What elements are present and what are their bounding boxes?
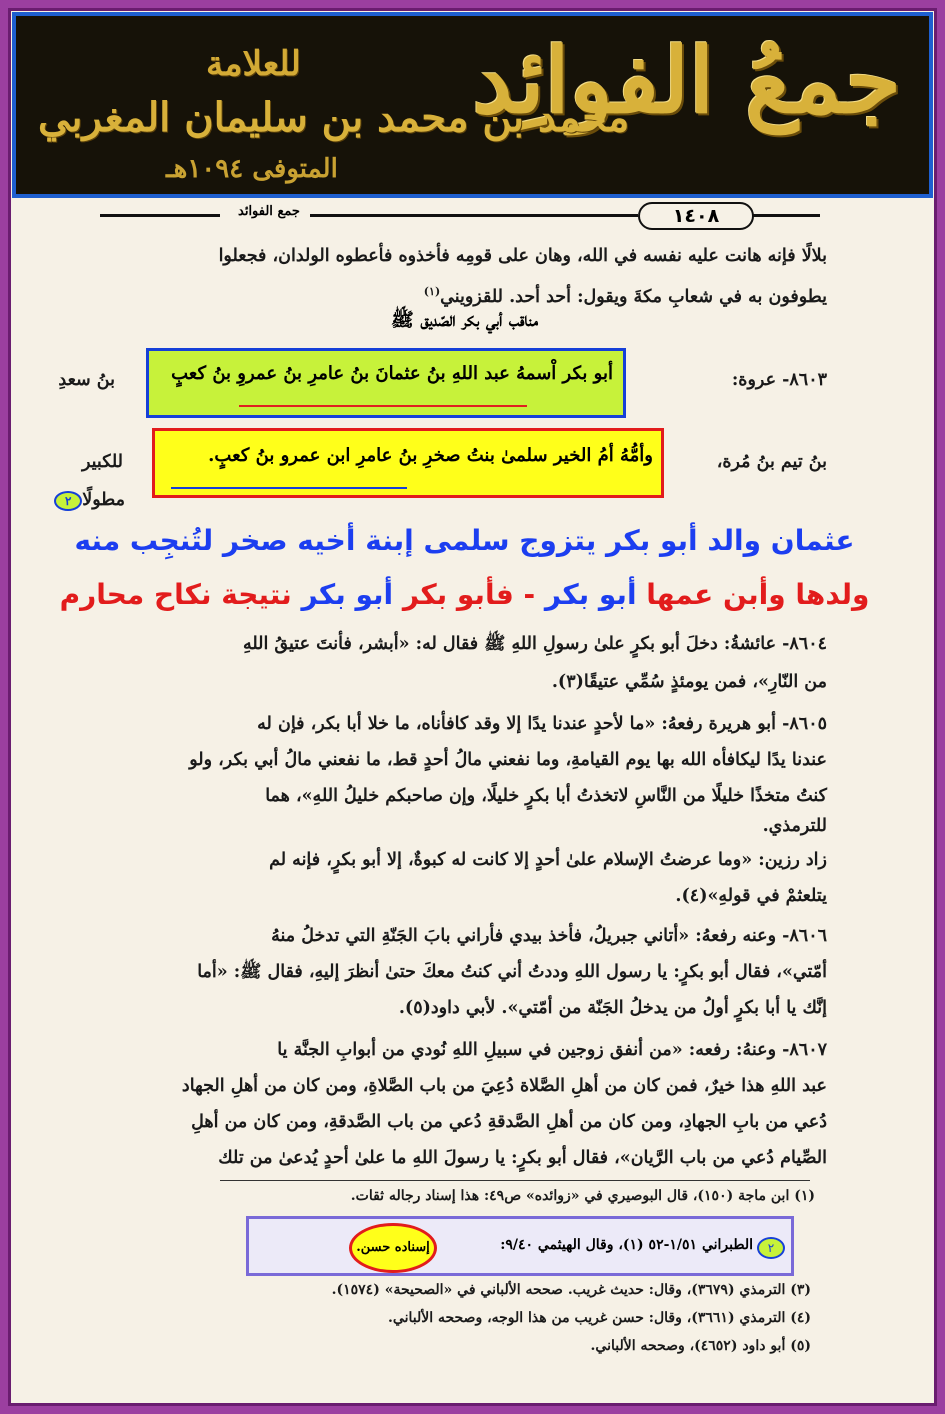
footnote-2-number: ٢ <box>757 1237 785 1259</box>
hadith-8605-line2: عندنا يدًا ليكافأه الله بها يوم القيامةِ، وما نفعني مالُ أحدٍ قط، ما نفعني مالُ أبي بكر، ولو <box>189 750 827 770</box>
hadith-8606-line3: إنَّك يا أبا بكرٍ أولُ من يدخلُ الجَنّة من أمّتي». لأبي داود(٥). <box>398 998 827 1018</box>
footnote-2-marker: ٢ <box>54 491 82 511</box>
footnote-2-text: الطبراني ١/٥١-٥٢ (١)، وقال الهيثمي ٩/٤٠: <box>500 1237 753 1253</box>
footnote-3: (٣) الترمذي (٣٦٧٩)، وقال: حديث غريب. صححه الألباني في «الصحيحة» (١٥٧٤). <box>331 1282 811 1298</box>
hadith-8603-after: بنُ سعدِ <box>58 370 115 390</box>
footnote-5: (٥) أبو داود (٤٦٥٢)، وصححه الألباني. <box>590 1338 811 1354</box>
header-book-name: جمع الفوائد <box>238 204 300 219</box>
hadith-8604-line2: من النّارِ»، فمن يومئذٍ سُمِّي عتيقًا(٣). <box>551 672 827 692</box>
footnote-2-box <box>246 1216 794 1276</box>
highlight-abu-bakr-name: أبو بكر اْسمهُ عبد اللهِ بنُ عثمانَ بنُ عامرِ بنُ عمروِ بنُ كعبٍ <box>146 348 626 418</box>
commentary-line-1: عثمان والد أبو بكر يتزوج سلمى إبنة أخيه صخر لتُنجِب منه <box>74 524 855 557</box>
zad-line2: يتلعثمْ في قولهِ»(٤). <box>675 886 827 906</box>
hadith-8604-line1: ٨٦٠٤- عائشةُ: دخلَ أبو بكرٍ علىٰ رسولِ اللهِ ﷺ فقال له: «أبشر، فأنتَ عتيقُ اللهِ <box>242 634 827 654</box>
hadith-8607-line4: الصِّيام دُعي من باب الرَّيان»، فقال أبو بكرٍ: يا رسولَ اللهِ ما علىٰ أحدٍ يُدعىٰ من تلك <box>218 1148 827 1168</box>
footnote-1: (١) ابن ماجة (١٥٠)، قال البوصيري في «زوائده» ص٤٩: هذا إسناد رجاله ثقات. <box>350 1188 815 1204</box>
hadith-8605-line1: ٨٦٠٥- أبو هريرة رفعهُ: «ما لأحدٍ عندنا يدًا إلا وقد كافأناه، ما خلا أبا بكر، فإن له <box>257 714 827 734</box>
hadith-8605-line4: للترمذي. <box>762 816 827 836</box>
zad-line1: زاد رزين: «وما عرضتُ الإسلام علىٰ أحدٍ إلا كانت له كبوةٌ، إلا أبو بكرٍ، فإنه لم <box>269 850 827 870</box>
hadith-8607-line2: عبد اللهِ هذا خيرٌ، فمن كان من أهلِ الصَّلاة دُعِيَ من باب الصَّلاةِ، ومن كان من أهلِ الجهاد <box>181 1076 827 1096</box>
blue-underline <box>171 487 407 489</box>
book-title: جمعُ الفوائِد <box>472 28 901 134</box>
hadith-8603-line2-pre: بنُ تيم بنُ مُرة، <box>716 452 827 472</box>
hadith-8607-line3: دُعي من بابِ الجهادِ، ومن كان من أهلِ الصَّدقةِ دُعي من باب الصَّدقةِ، ومن كان من أهلِ <box>191 1112 827 1132</box>
body-line-1: بلالًا فإنه هانت عليه نفسه في الله، وهان على قومِه فأخذوه فأعطوه الولدان، فجعلوا <box>218 246 827 266</box>
body-line-2: يطوفون به في شعابِ مكةَ ويقول: أحد أحد. للقزويني$^{(١)}$ <box>423 285 827 307</box>
commentary-line-2: ولدها وأبن عمها أبو بكر - فأبو بكر أبو بكر نتيجة نكاح محارم <box>59 578 870 611</box>
footnote-4: (٤) الترمذي (٣٦٦١)، وقال: حسن غريب من هذا الوجه، وصححه الألباني. <box>388 1310 811 1326</box>
highlight-mother-name: وأمُّهُ أمُ الخير سلمىٰ بنتُ صخرِ بنُ عامرِ ابن عمرو بنُ كعبٍ. <box>152 428 664 498</box>
hadith-8603-prefix: ٨٦٠٣- عروة: <box>731 370 827 390</box>
hadith-8603-after2: للكبير <box>81 452 123 472</box>
hadith-8605-line3: كنتُ متخذًا خليلًا من النَّاسِ لاتخذتُ أبا بكرٍ خليلًا، وإن صاحبكم خليلُ اللهِ»، هما <box>265 786 827 806</box>
author-prefix: للعلامة <box>206 44 301 84</box>
hadith-8606-line1: ٨٦٠٦- وعنه رفعهُ: «أتاني جبريلُ، فأخذ بيدي فأراني بابَ الجَنّةِ التي تدخلُ منهُ <box>271 926 827 946</box>
page-number: ١٤٠٨ <box>638 202 754 230</box>
hadith-8606-line2: أمّتي»، فقال أبو بكرٍ: يا رسول اللهِ وددتُ أني كنتُ معكَ حتىٰ أنظرَ إليهِ، فقال ﷺ: «أما <box>197 962 827 982</box>
title-banner <box>12 12 933 198</box>
author-death-date: المتوفى ١٠٩٤هـ <box>166 154 338 184</box>
red-underline <box>239 405 527 407</box>
footnote-2-highlight: إسناده حسن. <box>349 1223 437 1273</box>
footnote-separator <box>220 1180 810 1181</box>
hadith-8603-line3: مطولًا٢ <box>56 482 125 518</box>
section-title: مناقب أبي بكر الصّديق ﷺ <box>390 309 539 331</box>
page-header <box>100 204 820 227</box>
author-name: محمد بن محمد بن سليمان المغربي <box>38 94 630 141</box>
hadith-8607-line1: ٨٦٠٧- وعنهُ: رفعه: «من أنفق زوجين في سبيلِ اللهِ نُودي من أبوابِ الجنَّة يا <box>277 1040 827 1060</box>
